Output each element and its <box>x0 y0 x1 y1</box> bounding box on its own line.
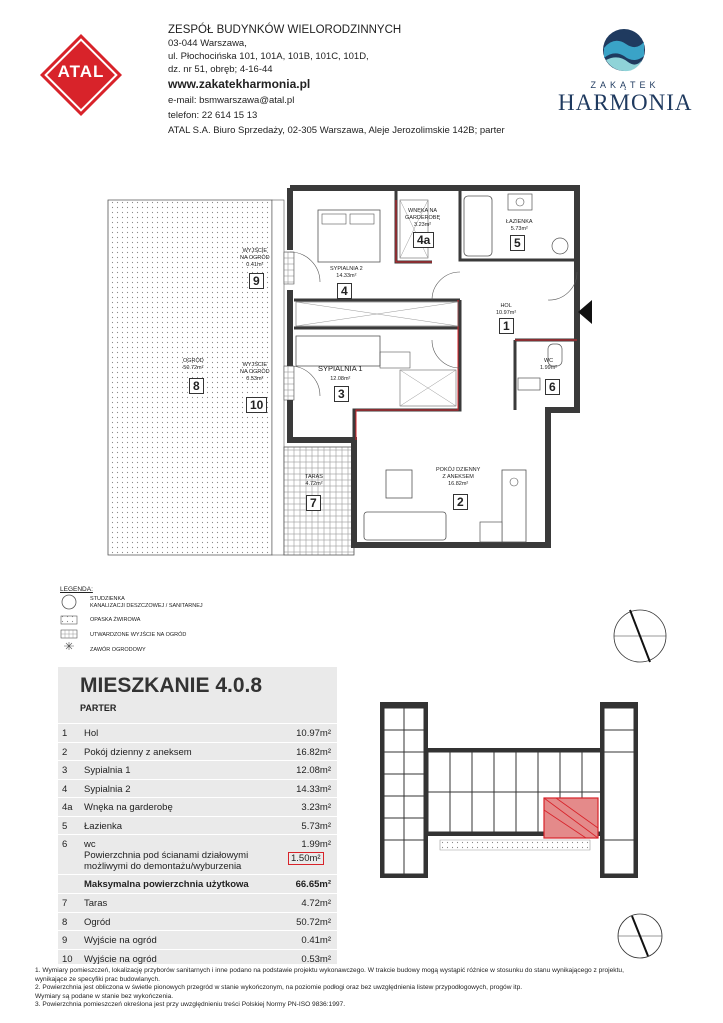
footnote-2b: Wymiary są podane w stanie bez wykończenia. <box>35 992 174 1000</box>
room-name: Ogród <box>84 916 111 928</box>
header-address-1: 03-044 Warszawa, <box>168 38 247 49</box>
compass-small-icon <box>612 908 668 964</box>
room-name: Pokój dzienny z aneksem <box>84 746 192 758</box>
table-row <box>58 893 337 913</box>
room-name: wc <box>84 839 96 850</box>
legend-item-manhole: STUDZIENKA KANALIZACJI DESZCZOWEJ / SANITARNEJ <box>90 596 203 609</box>
room-area: 16.82m² <box>296 746 331 758</box>
room-7-label: TARAS 4.72m² <box>305 474 323 487</box>
room-2-label: POKÓJ DZIENNY Z ANEKSEM 16.82m² <box>436 467 481 487</box>
room-8-label: OGRÓD 50.72m² <box>183 358 204 371</box>
header-address-2: ul. Płochocińska 101, 101A, 101B, 101C, 101D, <box>168 51 369 62</box>
room-4-number: 4 <box>337 283 352 299</box>
room-area: 12.08m² <box>296 765 331 776</box>
partition-note-line-1: Powierzchnia pod ścianami działowymi <box>84 850 249 861</box>
table-row <box>58 949 337 969</box>
room-6-number: 6 <box>545 379 560 395</box>
room-5-number: 5 <box>510 235 525 251</box>
room-number: 6 <box>62 839 68 850</box>
table-row <box>58 723 337 743</box>
building-key-plan <box>360 690 660 890</box>
footnote-1: 1. Wymiary pomieszczeń, lokalizację przyborów sanitarnych i inne podano na podstawie projektu wykonawczego. W trakcie budowy mogą wystąpić różnice w stosunku do stanu wynikającego z projektu, <box>35 967 624 974</box>
apartment-title: MIESZKANIE 4.0.8 <box>80 674 263 697</box>
room-name: Wnęka na garderobę <box>84 802 173 813</box>
room-number: 5 <box>62 820 68 832</box>
atal-logo-text: ATAL <box>57 62 105 81</box>
room-6-label: WC 1.99m² <box>540 358 558 371</box>
room-area: 1.99m² <box>301 839 331 850</box>
footnote-2: 2. Powierzchnia jest obliczona w świetle pionowych przegród w stanie wykończonym, na poziomie podłogi oraz bez uwzględnienia listew przypodłogowych, progów itp. <box>35 984 523 991</box>
brand-bottom-text: HARMONIA <box>558 90 693 115</box>
room-1-number: 1 <box>499 318 514 334</box>
room-4a-number: 4a <box>413 232 434 248</box>
legend-item-gravel: OPASKA ŻWIROWA <box>90 617 141 623</box>
table-row <box>58 797 337 817</box>
room-4a-label: WNĘKA NA GARDEROBĘ 3.23m² <box>405 208 441 228</box>
room-2-number: 2 <box>453 494 468 510</box>
max-area-label: Maksymalna powierzchnia użytkowa <box>84 879 249 890</box>
room-name: Wyjście na ogród <box>84 953 157 965</box>
manhole-circle-icon <box>62 595 76 609</box>
table-row <box>58 816 337 836</box>
room-3-number: 3 <box>334 386 349 402</box>
room-area: 50.72m² <box>296 916 331 928</box>
table-row <box>58 912 337 932</box>
room-name: Sypialnia 1 <box>84 765 131 776</box>
room-area: 3.23m² <box>301 802 331 813</box>
room-number: 4a <box>62 802 73 813</box>
partition-area: 1.50m² <box>288 852 324 865</box>
room-area: 5.73m² <box>301 820 331 832</box>
room-name: Sypialnia 2 <box>84 783 131 795</box>
room-number: 9 <box>62 935 68 946</box>
coffee-table <box>386 470 412 498</box>
sofa <box>364 512 446 540</box>
bathtub <box>464 196 492 256</box>
bed-2 <box>318 210 380 262</box>
max-area-value: 66.65m² <box>295 879 331 890</box>
entrance-arrow-icon <box>578 300 592 324</box>
exit-10-paving <box>284 366 294 400</box>
room-8-number: 8 <box>189 378 204 394</box>
header-office: ATAL S.A. Biuro Sprzedaży, 02-305 Warszawa, Aleje Jerozolimskie 142B; parter <box>168 125 505 136</box>
room-area: 0.53m² <box>301 953 331 965</box>
brand-top-text: ZAKĄTEK <box>590 80 660 90</box>
room-9-number: 9 <box>249 273 264 289</box>
room-name: Hol <box>84 728 99 739</box>
room-area: 4.72m² <box>301 898 331 909</box>
legend-item-valve: ZAWÓR OGRODOWY <box>90 647 146 653</box>
table-row <box>58 779 337 799</box>
footnote-3: 3. Powierzchnia pomieszczeń określona jest przy uwzględnieniu treści Polskiej Normy PN-ISO 9836:1997. <box>35 1001 346 1008</box>
legend-item-paved: UTWARDZONE WYJŚCIE NA OGRÓD <box>90 632 187 638</box>
header-phone: telefon: 22 614 15 13 <box>168 110 258 121</box>
partition-note <box>84 850 248 872</box>
garden-valve-icon <box>64 642 74 650</box>
room-10-label: WYJŚCIE NA OGRÓD 0.53m² <box>240 362 270 382</box>
gravel-strip <box>272 200 284 555</box>
header-website-link[interactable]: www.zakatekharmonia.pl <box>168 77 311 91</box>
header-title: ZESPÓŁ BUDYNKÓW WIELORODZINNYCH <box>168 24 402 36</box>
room-name: Łazienka <box>84 820 123 832</box>
header-address-3: dz. nr 51, obręb; 4-16-44 <box>168 64 273 75</box>
apartment-floor: PARTER <box>80 703 117 713</box>
room-3-label: SYPIALNIA 1 12.08m² <box>318 364 363 382</box>
room-7-number: 7 <box>306 495 321 511</box>
max-area-row <box>58 874 337 894</box>
bed-1 <box>296 336 380 366</box>
exit-9-paving <box>284 252 294 284</box>
room-number: 3 <box>62 765 68 776</box>
legend-icons <box>60 594 80 656</box>
partition-note-line-2: możliwymi do demontażu/wyburzenia <box>84 861 242 872</box>
table-row <box>58 760 337 780</box>
room-name: Wyjście na ogród <box>84 935 157 946</box>
room-4-label: SYPIALNIA 2 14.33m² <box>330 266 363 279</box>
room-number: 7 <box>62 898 68 909</box>
room-9-label: WYJŚCIE NA OGRÓD 0.41m² <box>240 248 270 268</box>
room-5-label: ŁAZIENKA 5.73m² <box>506 219 533 232</box>
room-10-number: 10 <box>246 397 267 413</box>
gravel-strip-icon <box>61 616 77 624</box>
header-email[interactable]: e-mail: bsmwarszawa@atal.pl <box>168 95 295 106</box>
room-number: 10 <box>62 953 73 965</box>
footnote-1b: wynikające ze specyfiki prac budowlanych. <box>35 975 160 983</box>
room-number: 4 <box>62 783 68 795</box>
compass-icon <box>612 608 668 664</box>
room-area: 14.33m² <box>296 783 331 795</box>
room-area: 10.97m² <box>296 728 331 739</box>
legend-title: LEGENDA: <box>60 586 93 593</box>
room-number: 8 <box>62 916 68 928</box>
room-name: Taras <box>84 898 108 909</box>
room-1-label: HOL 10.97m² <box>496 303 517 316</box>
room-number: 1 <box>62 728 68 739</box>
room-area: 0.41m² <box>301 935 331 946</box>
table-row <box>58 742 337 762</box>
table-row <box>58 930 337 950</box>
room-number: 2 <box>62 746 68 758</box>
